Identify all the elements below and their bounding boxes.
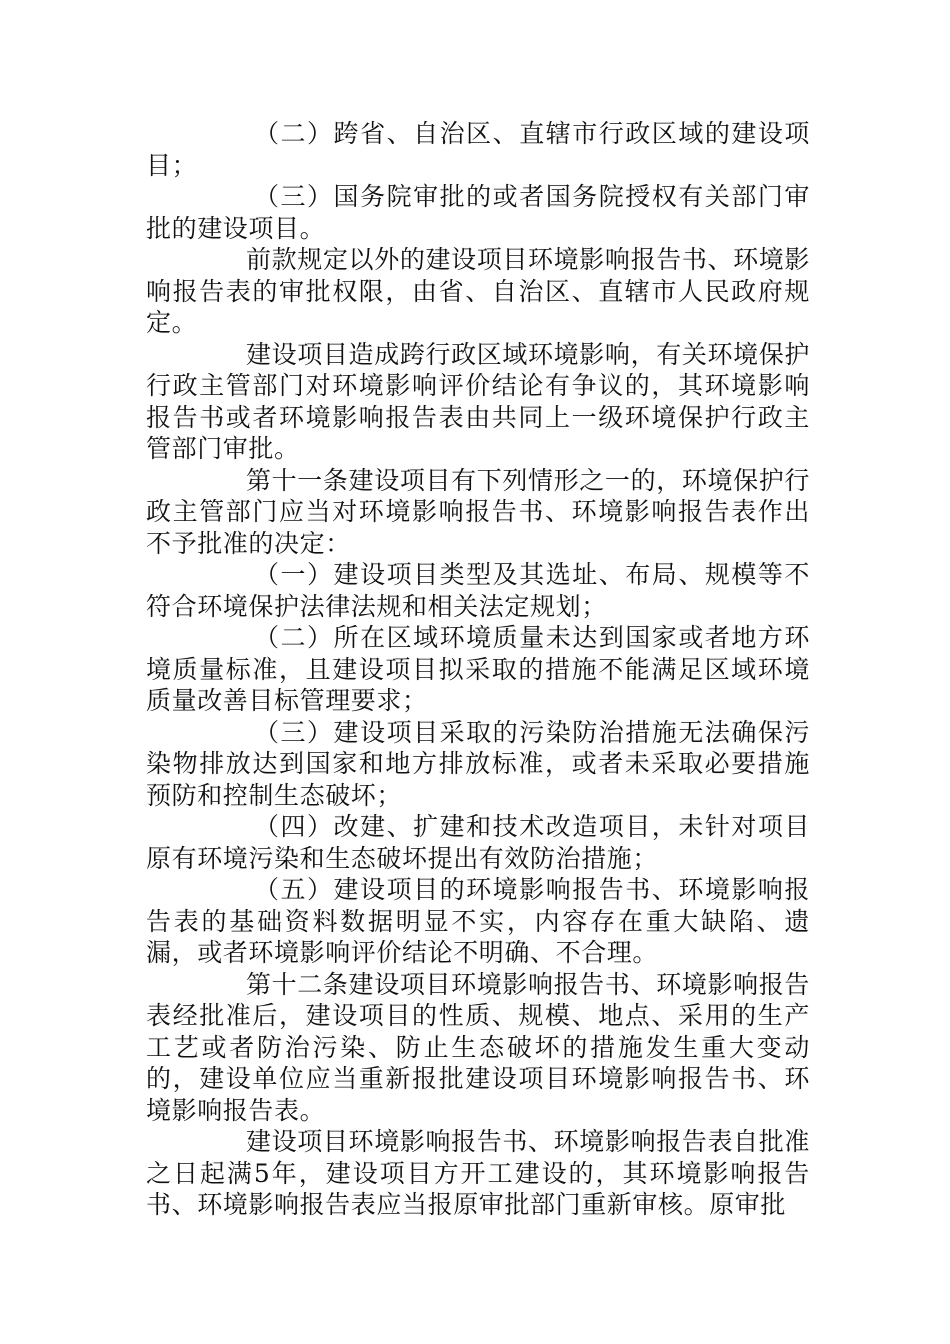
paragraph-article-11: 第十一条建设项目有下列情形之一的，环境保护行政主管部门应当对环境影响报告书、环境影响报告表作出不予批准的决定：	[146, 465, 810, 558]
paragraph-article-11-item-3: （三）建设项目采取的污染防治措施无法确保污染物排放达到国家和地方排放标准，或者未采取必要措施预防和控制生态破坏；	[146, 717, 810, 810]
paragraph-item-2: （二）跨省、自治区、直辖市行政区域的建设项目；	[146, 119, 810, 180]
paragraph-item-3: （三）国务院审批的或者国务院授权有关部门审批的建设项目。	[146, 182, 810, 243]
document-body	[146, 118, 810, 1221]
paragraph-article-11-item-1: （一）建设项目类型及其选址、布局、规模等不符合环境保护法律法规和相关法定规划；	[146, 560, 810, 621]
paragraph-article-11-item-5: （五）建设项目的环境影响报告书、环境影响报告表的基础资料数据明显不实，内容存在重大缺陷、遗漏，或者环境影响评价结论不明确、不合理。	[146, 875, 810, 967]
paragraph-cross-region: 建设项目造成跨行政区域环境影响，有关环境保护行政主管部门对环境影响评价结论有争议的，其环境影响报告书或者环境影响报告表由共同上一级环境保护行政主管部门审批。	[146, 339, 810, 463]
paragraph-five-year-review: 建设项目环境影响报告书、环境影响报告表自批准之日起满5年，建设项目方开工建设的，其环境影响报告书、环境影响报告表应当报原审批部门重新审核。原审批	[146, 1127, 810, 1219]
paragraph-article-11-item-2: （二）所在区域环境质量未达到国家或者地方环境质量标准，且建设项目拟采取的措施不能满足区域环境质量改善目标管理要求；	[146, 623, 810, 715]
paragraph-approval-authority: 前款规定以外的建设项目环境影响报告书、环境影响报告表的审批权限，由省、自治区、直辖市人民政府规定。	[146, 245, 810, 337]
paragraph-article-12: 第十二条建设项目环境影响报告书、环境影响报告表经批准后，建设项目的性质、规模、地点、采用的生产工艺或者防治污染、防止生态破坏的措施发生重大变动的，建设单位应当重新报批建设项目环境影响报告书、环境影响报告表。	[146, 969, 810, 1125]
paragraph-article-11-item-4: （四）改建、扩建和技术改造项目，未针对项目原有环境污染和生态破坏提出有效防治措施；	[146, 812, 810, 873]
